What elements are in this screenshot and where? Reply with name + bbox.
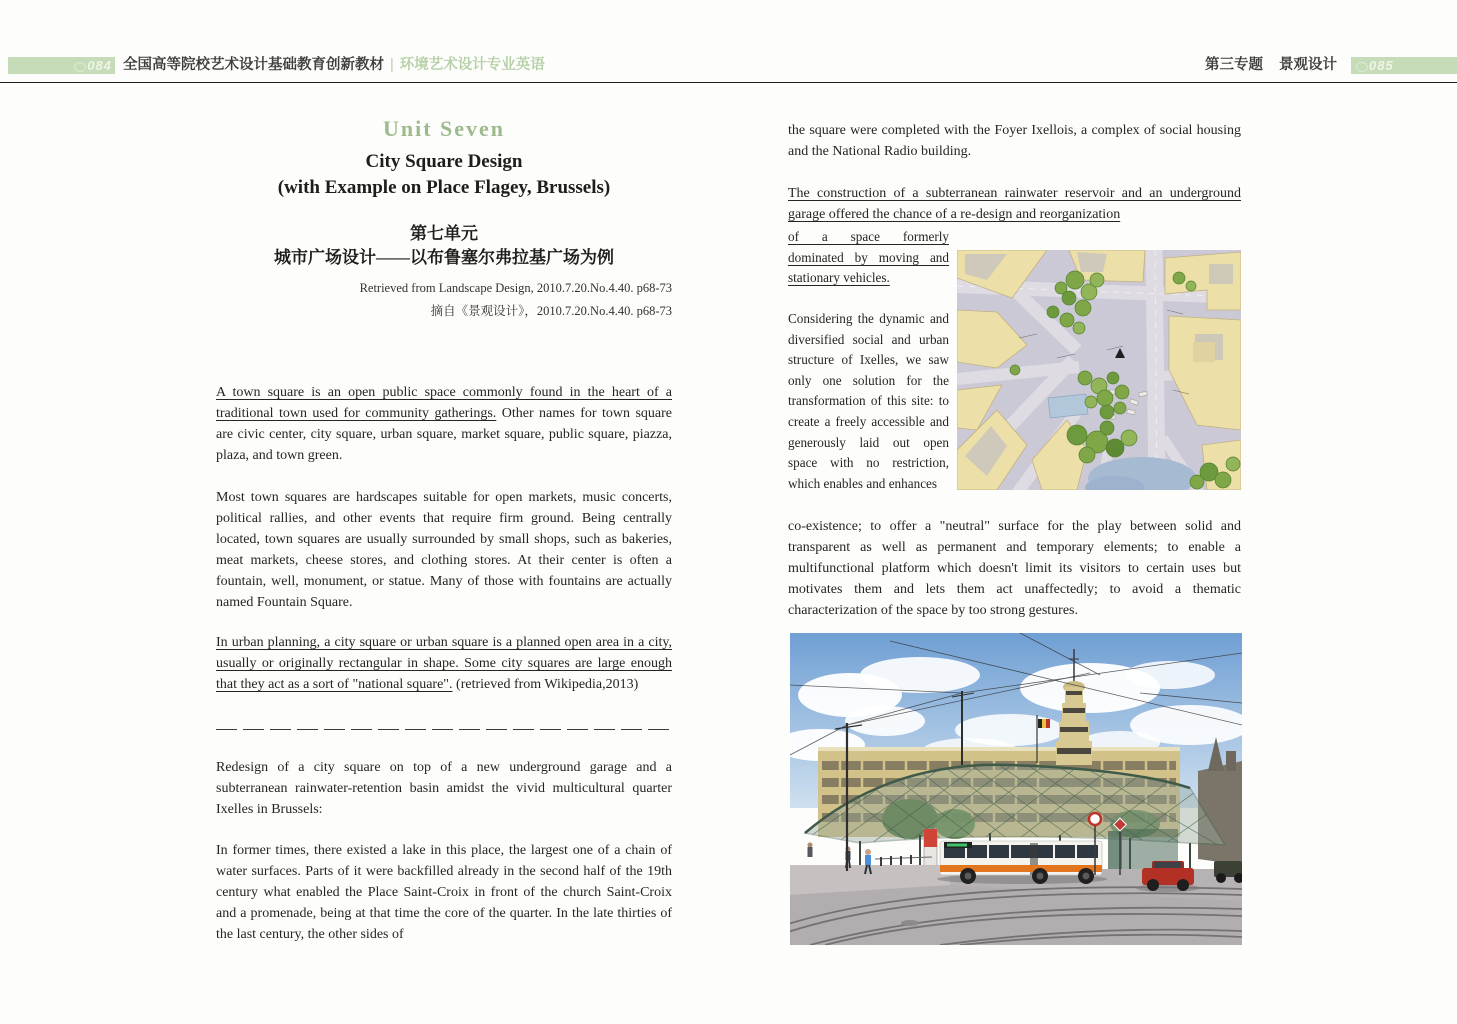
photo-image [790, 633, 1242, 945]
source-chinese: 摘自《景观设计》，2010.7.20.No.4.40. p68-73 [430, 304, 672, 318]
series-title: 全国高等院校艺术设计基础教育创新教材 [123, 57, 384, 73]
title-cn-line1: 第七单元 [410, 224, 478, 243]
body-text: Considering the dynamic and diversified social and urban structure of Ixelles, we saw only one solution for the transformation of this site: to create a freely accessible and generously laid out open space with no restriction, which enables and enhances [788, 311, 949, 491]
paragraph-town-square [216, 382, 672, 466]
page-number-left: 084 [74, 57, 112, 74]
paragraph-reservoir-narrow [788, 227, 949, 289]
title-en-line2: (with Example on Place Flagey, Brussels) [277, 177, 611, 198]
section-title: 第三专题 [1205, 57, 1263, 73]
square-photo-illustration [790, 633, 1242, 945]
leaf-icon [74, 62, 86, 72]
topic-title: 景观设计 [1279, 57, 1337, 73]
page-number-right: 085 [1356, 57, 1394, 74]
body-text: Most town squares are hardscapes suitable for open markets, music concerts, political rallies, and other events that require firm ground. Being centrally located, town squares are usually surrounded by small shops, such as bakeries, meat markets, cheese stores, and clothing stores. At their center is often a fountain, well, monument, or statue. Many of those with fountains are actually named Fountain Square. [216, 490, 672, 610]
body-text: Redesign of a city square on top of a new underground garage and a subterranean rainwater-retention basin amidst the vivid multicultural quarter Ixelles in Brussels: [216, 760, 672, 817]
body-text: co-existence; to offer a "neutral" surface for the play between solid and transparent as well as permanent and temporary elements; to enable a multifunctional platform which doesn't limit its visitors to certain uses but motivates them and lets them act unaffectedly; to avoid a thematic characterization of the space by too strong gestures. [788, 519, 1241, 618]
header-rule [0, 82, 1457, 83]
underlined-text: In urban planning, a city square or urban square is a planned open area in a city, usually or originally rectangular in shape. Some city squares are large enough that they act as a sort of "national square". [216, 635, 672, 692]
paragraph-urban-planning [216, 632, 672, 695]
underlined-text: of a space formerly dominated by moving and stationary vehicles. [788, 229, 949, 286]
paragraph-coexistence [788, 516, 1241, 621]
body-text: (retrieved from Wikipedia,2013) [452, 677, 639, 692]
title-en-line1: City Square Design [365, 151, 523, 172]
header-bar-right [1351, 57, 1457, 74]
body-text: Other names for town square are civic center, city square, urban square, market square, public square, piazza, plaza, and town green. [216, 406, 672, 463]
paragraph-former-times [216, 840, 672, 945]
site-plan-image [957, 250, 1241, 490]
title-block [216, 116, 672, 270]
title-cn-line2: 城市广场设计——以布鲁塞尔弗拉基广场为例 [274, 248, 614, 267]
header-left-title [123, 57, 545, 74]
paragraph-hardscapes [216, 487, 672, 613]
underlined-text: The construction of a subterranean rainwater reservoir and an underground garage offered the chance of a re-design and reorganization [788, 186, 1241, 222]
header-bar-left [8, 57, 115, 74]
source-english: Retrieved from Landscape Design, 2010.7.20.No.4.40. p68-73 [359, 281, 672, 295]
subject-title: 环境艺术设计专业英语 [399, 57, 545, 73]
underlined-text: A town square is an open public space commonly found in the heart of a traditional town used for community gatherings. [216, 385, 672, 421]
title-chinese [216, 222, 672, 270]
site-plan-illustration [957, 250, 1241, 490]
paragraph-redesign [216, 757, 672, 820]
paragraph-reservoir-wide [788, 183, 1241, 225]
body-text: the square were completed with the Foyer Ixellois, a complex of social housing and the National Radio building. [788, 123, 1241, 159]
header-right-title [1205, 57, 1337, 74]
body-text: In former times, there existed a lake in this place, the largest one of a chain of water surfaces. Parts of it were backfilled already in the second half of the 19th century what enabled the Place Saint-Croix in front of the church Saint-Croix and a promenade, being at that time the core of the quarter. In the late thirties of the last century, the other sides of [216, 843, 672, 942]
dashed-separator [216, 729, 672, 730]
paragraph-continued [788, 120, 1241, 162]
paragraph-considering-narrow [788, 309, 949, 494]
header-separator: | [390, 57, 394, 73]
source-citations [216, 277, 672, 323]
unit-label: Unit Seven [382, 116, 506, 141]
leaf-icon [1356, 62, 1368, 72]
title-english [216, 149, 672, 201]
